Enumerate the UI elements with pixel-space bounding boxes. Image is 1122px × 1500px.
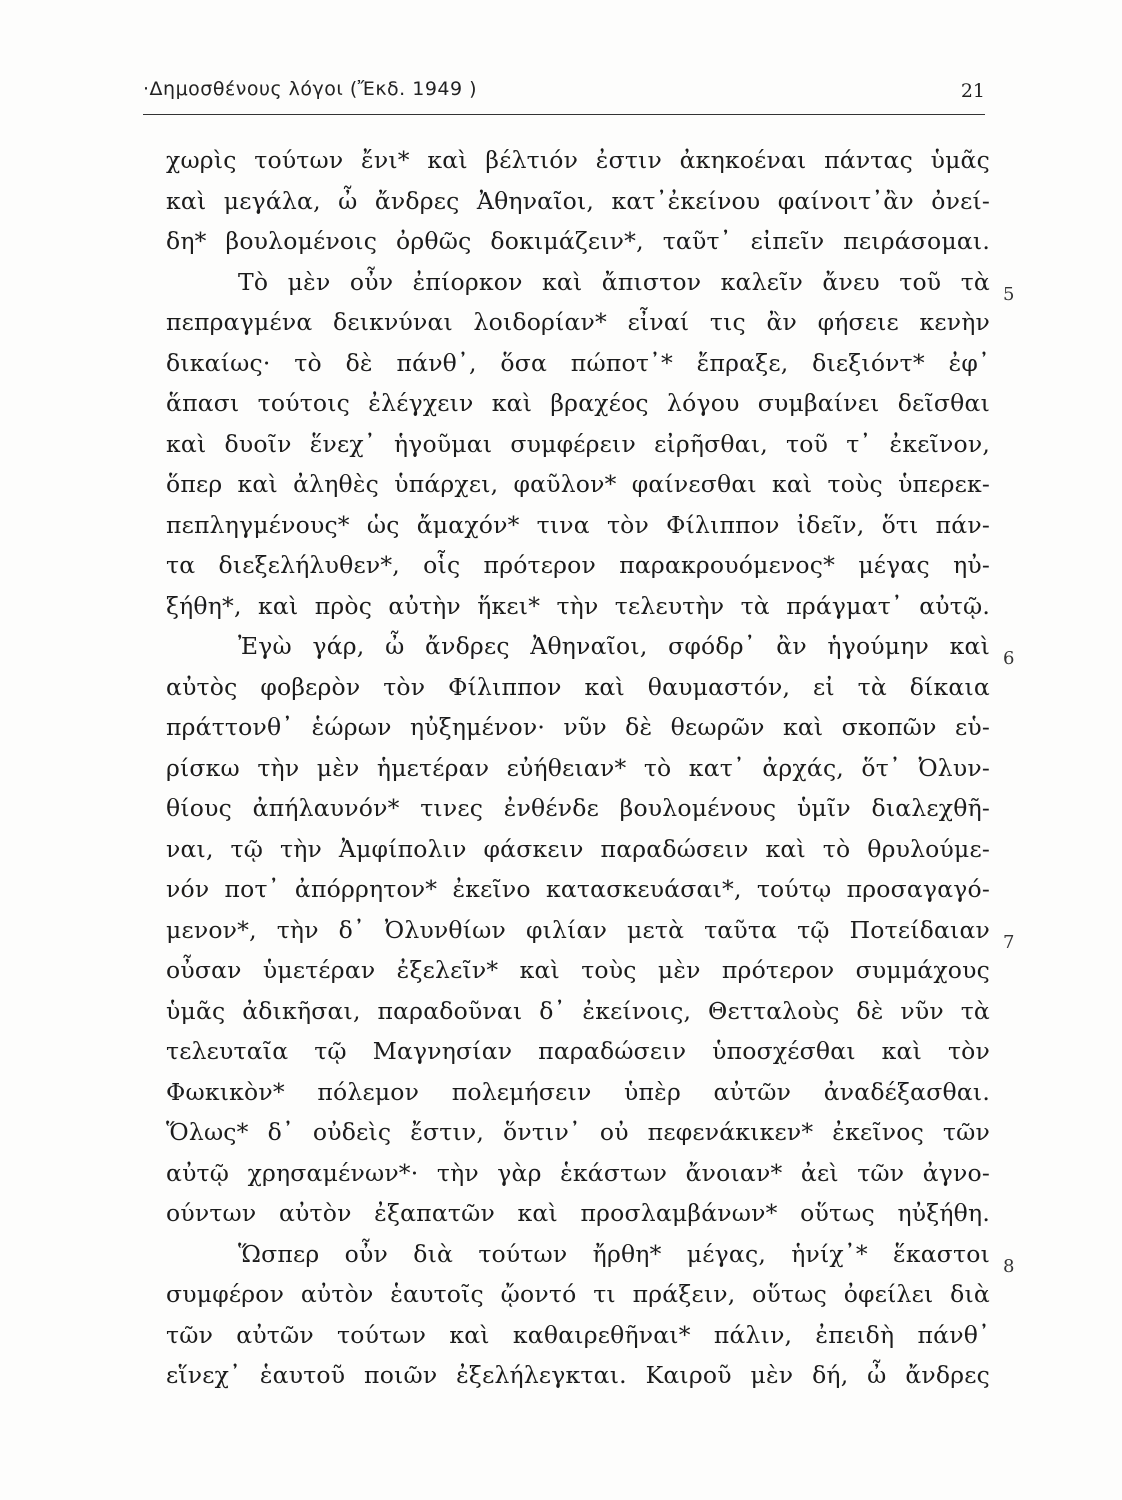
text-line: νόν ποτ᾽ ἀπόρρητον* ἐκεῖνο κατασκευάσαι*, τούτῳ προσαγαγό- (166, 875, 990, 903)
text-line: δικαίως· τὸ δὲ πάνθ᾽, ὅσα πώποτ᾽* ἔπραξε, διεξιόντ* ἐφ᾽ (166, 348, 990, 377)
section-number-6: 6 (1003, 648, 1015, 669)
text-line: Ὥσπερ οὖν διὰ τούτων ἤρθη* μέγας, ἡνίχ᾽* ἕκαστοι (238, 1239, 990, 1268)
text-line: Τὸ μὲν οὖν ἐπίορκον καὶ ἄπιστον καλεῖν ἄνευ τοῦ τὰ (238, 267, 990, 296)
text-line: ούντων αὐτὸν ἐξαπατῶν καὶ προσλαμβάνων* οὕτως ηὐξήθη. (166, 1199, 990, 1227)
section-number-7: 7 (1003, 932, 1015, 953)
text-line: ναι, τῷ τὴν Ἀμφίπολιν φάσκειν παραδώσειν καὶ τὸ θρυλούμε- (166, 834, 990, 863)
page-number: 21 (960, 80, 985, 102)
text-line: τῶν αὐτῶν τούτων καὶ καθαιρεθῆναι* πάλιν, ἐπειδὴ πάνθ᾽ (166, 1320, 990, 1349)
text-line: καὶ μεγάλα, ὦ ἄνδρες Ἀθηναῖοι, κατ᾽ἐκείνου φαίνοιτ᾽ἂν ὀνεί- (166, 186, 990, 215)
text-line: Ὅλως* δ᾽ οὐδεὶς ἔστιν, ὅντιν᾽ οὐ πεφενάκικεν* ἐκεῖνος τῶν (166, 1118, 990, 1146)
text-line: μενον*, τὴν δ᾽ Ὀλυνθίων φιλίαν μετὰ ταῦτα τῷ Ποτείδαιαν (166, 915, 990, 944)
text-line: εἵνεχ᾽ ἑαυτοῦ ποιῶν ἐξελήλεγκται. Καιροῦ μὲν δή, ὦ ἄνδρες (166, 1361, 990, 1389)
text-line: καὶ δυοῖν ἕνεχ᾽ ἡγοῦμαι συμφέρειν εἰρῆσθαι, τοῦ τ᾽ ἐκεῖνον, (166, 429, 990, 458)
text-line: ρίσκω τὴν μὲν ἡμετέραν εὐήθειαν* τὸ κατ᾽ ἀρχάς, ὅτ᾽ Ὀλυν- (166, 753, 990, 782)
running-head (143, 72, 985, 112)
text-line: Ἐγὼ γάρ, ὦ ἄνδρες Ἀθηναῖοι, σφόδρ᾽ ἂν ἡγούμην καὶ (238, 632, 990, 660)
text-line: πεπραγμένα δεικνύναι λοιδορίαν* εἶναί τις ἂν φήσειε κενὴν (166, 308, 990, 336)
text-line: χωρὶς τούτων ἔνι* καὶ βέλτιόν ἐστιν ἀκηκοέναι πάντας ὑμᾶς (166, 146, 990, 174)
text-line: τα διεξελήλυθεν*, οἷς πρότερον παρακρουόμενος* μέγας ηὐ- (166, 551, 990, 579)
text-line: θίους ἀπήλαυνόν* τινες ἐνθένδε βουλομένους ὑμῖν διαλεχθῆ- (166, 794, 990, 822)
text-line: συμφέρον αὐτὸν ἑαυτοῖς ᾤοντό τι πράξειν, οὕτως ὀφείλει διὰ (166, 1280, 990, 1308)
text-line: ὑμᾶς ἀδικῆσαι, παραδοῦναι δ᾽ ἐκείνοις, Θετταλοὺς δὲ νῦν τὰ (166, 996, 990, 1025)
header-rule (143, 114, 985, 115)
text-line: ἅπασι τούτοις ἐλέγχειν καὶ βραχέος λόγου συμβαίνει δεῖσθαι (166, 389, 990, 417)
text-line: τελευταῖα τῷ Μαγνησίαν παραδώσειν ὑποσχέσθαι καὶ τὸν (166, 1037, 990, 1065)
text-line: αὐτῷ χρησαμένων*· τὴν γὰρ ἑκάστων ἄνοιαν* ἀεὶ τῶν ἀγνο- (166, 1158, 990, 1187)
running-head-title: ·Δημοσθένους λόγοι (Ἔκδ. 1949 ) (143, 78, 478, 100)
text-line: Φωκικὸν* πόλεμον πολεμήσειν ὑπὲρ αὐτῶν ἀναδέξασθαι. (166, 1077, 990, 1106)
body-text (166, 140, 990, 1396)
text-line: ξήθη*, καὶ πρὸς αὐτὴν ἥκει* τὴν τελευτὴν τὰ πράγματ᾽ αὐτῷ. (166, 591, 990, 620)
text-line: αὐτὸς φοβερὸν τὸν Φίλιππον καὶ θαυμαστόν, εἰ τὰ δίκαια (166, 672, 990, 701)
text-line: οὖσαν ὑμετέραν ἐξελεῖν* καὶ τοὺς μὲν πρότερον συμμάχους (166, 956, 990, 984)
text-line: πράττονθ᾽ ἑώρων ηὐξημένον· νῦν δὲ θεωρῶν καὶ σκοπῶν εὑ- (166, 713, 990, 741)
text-line: ὅπερ καὶ ἀληθὲς ὑπάρχει, φαῦλον* φαίνεσθαι καὶ τοὺς ὑπερεκ- (166, 470, 990, 498)
text-line: πεπληγμένους* ὡς ἄμαχόν* τινα τὸν Φίλιππον ἰδεῖν, ὅτι πάν- (166, 510, 990, 539)
section-number-8: 8 (1003, 1256, 1015, 1277)
section-number-5: 5 (1003, 284, 1015, 305)
text-line: δη* βουλομένοις ὀρθῶς δοκιμάζειν*, ταῦτ᾽ εἰπεῖν πειράσομαι. (166, 227, 990, 255)
